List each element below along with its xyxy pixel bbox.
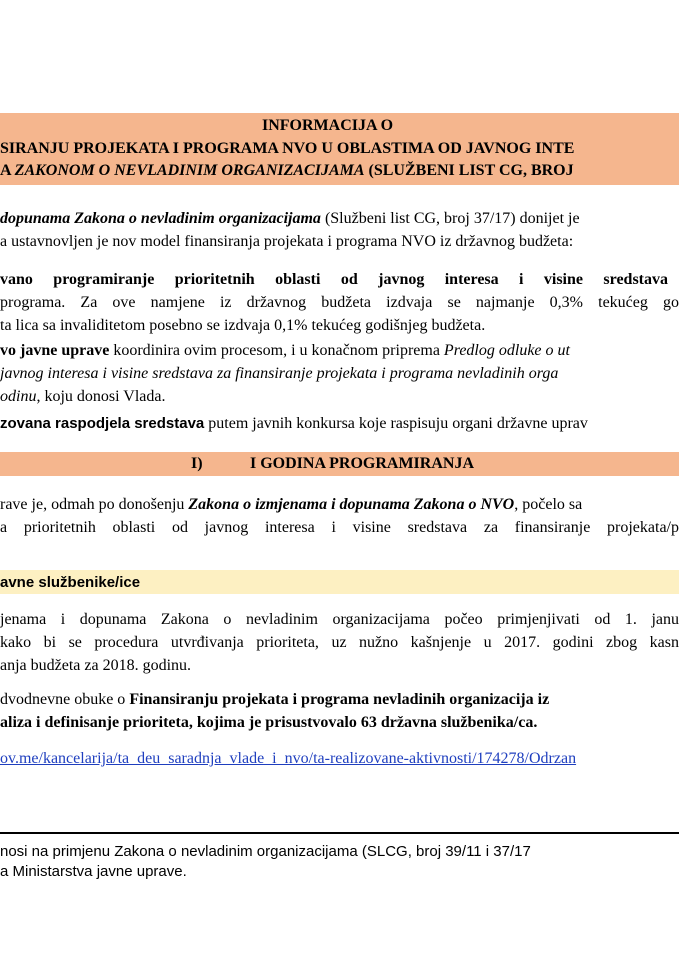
subsection-line-2: kako bi se procedura utvrđivanja prioriteta, uz nužno kašnjenje u 2017. godini zbog kasn (0, 634, 679, 651)
footnote-line-2: a Ministarstva javne uprave. (0, 863, 187, 880)
title-line-1: INFORMACIJA O (262, 117, 394, 134)
title-line-2: SIRANJU PROJEKATA I PROGRAMA NVO U OBLASTIMA OD JAVNOG INTE (0, 140, 575, 157)
section-line-2: a prioritetnih oblasti od javnog interesa i visine sredstava za finansiranje projekata/p (0, 519, 679, 536)
item1-line-2: programa. Za ove namjene iz državnog budžeta izdvaja se najmanje 0,3% tekućeg go (0, 294, 679, 311)
subsection-line-1: jenama i dopunama Zakona o nevladinim organizacijama počeo primjenjivati od 1. janu (0, 611, 679, 628)
footnote-divider (0, 832, 679, 834)
item1-line-3: ta lica sa invaliditetom posebno se izdvaja 0,1% tekućeg godišnjeg budžeta. (0, 317, 486, 334)
section-line-1: rave je, odmah po donošenju Zakona o izmjenama i dopunama Zakona o NVO, počelo sa (0, 496, 583, 513)
item2-line-3: odinu, koju donosi Vlada. (0, 388, 166, 405)
intro-line-2: a ustavnovljen je nov model finansiranja projekata i programa NVO iz državnog budžeta: (0, 233, 574, 250)
subsection-line-4: dvodnevne obuke o Finansiranju projekata i programa nevladinih organizacija iz (0, 691, 550, 708)
section-number: I) (191, 455, 203, 472)
subsection-line-3: anja budžeta za 2018. godinu. (0, 657, 192, 674)
item3-line-1: zovana raspodjela sredstava putem javnih konkursa koje raspisuju organi državne uprav (0, 415, 588, 432)
subsection-line-5: aliza i definisanje prioriteta, kojima je prisustvovalo 63 državna službenika/ca. (0, 714, 538, 731)
intro-line-1: dopunama Zakona o nevladinim organizacijama (Službeni list CG, broj 37/17) donijet je (0, 210, 580, 227)
item2-line-2: javnog interesa i visine sredstava za finansiranje projekata i programa nevladinih orga (0, 365, 559, 382)
subsection-link[interactable]: ov.me/kancelarija/ta_deu_saradnja_vlade_i_nvo/ta-realizovane-aktivnosti/174278/Odrzan (0, 750, 577, 767)
item1-line-1: vano programiranje prioritetnih oblasti od javnog interesa i visine sredstava (0, 271, 668, 288)
footnote-line-1: nosi na primjenu Zakona o nevladinim organizacijama (SLCG, broj 39/11 i 37/17 (0, 843, 531, 860)
section-title: I GODINA PROGRAMIRANJA (250, 455, 474, 472)
title-line-3: A ZAKONOM O NEVLADINIM ORGANIZACIJAMA (SLUŽBENI LIST CG, BROJ (0, 162, 574, 179)
item2-line-1: vo javne uprave koordinira ovim procesom, i u konačnom priprema Predlog odluke o ut (0, 342, 570, 359)
subsection-title: avne službenike/ice (0, 574, 141, 591)
